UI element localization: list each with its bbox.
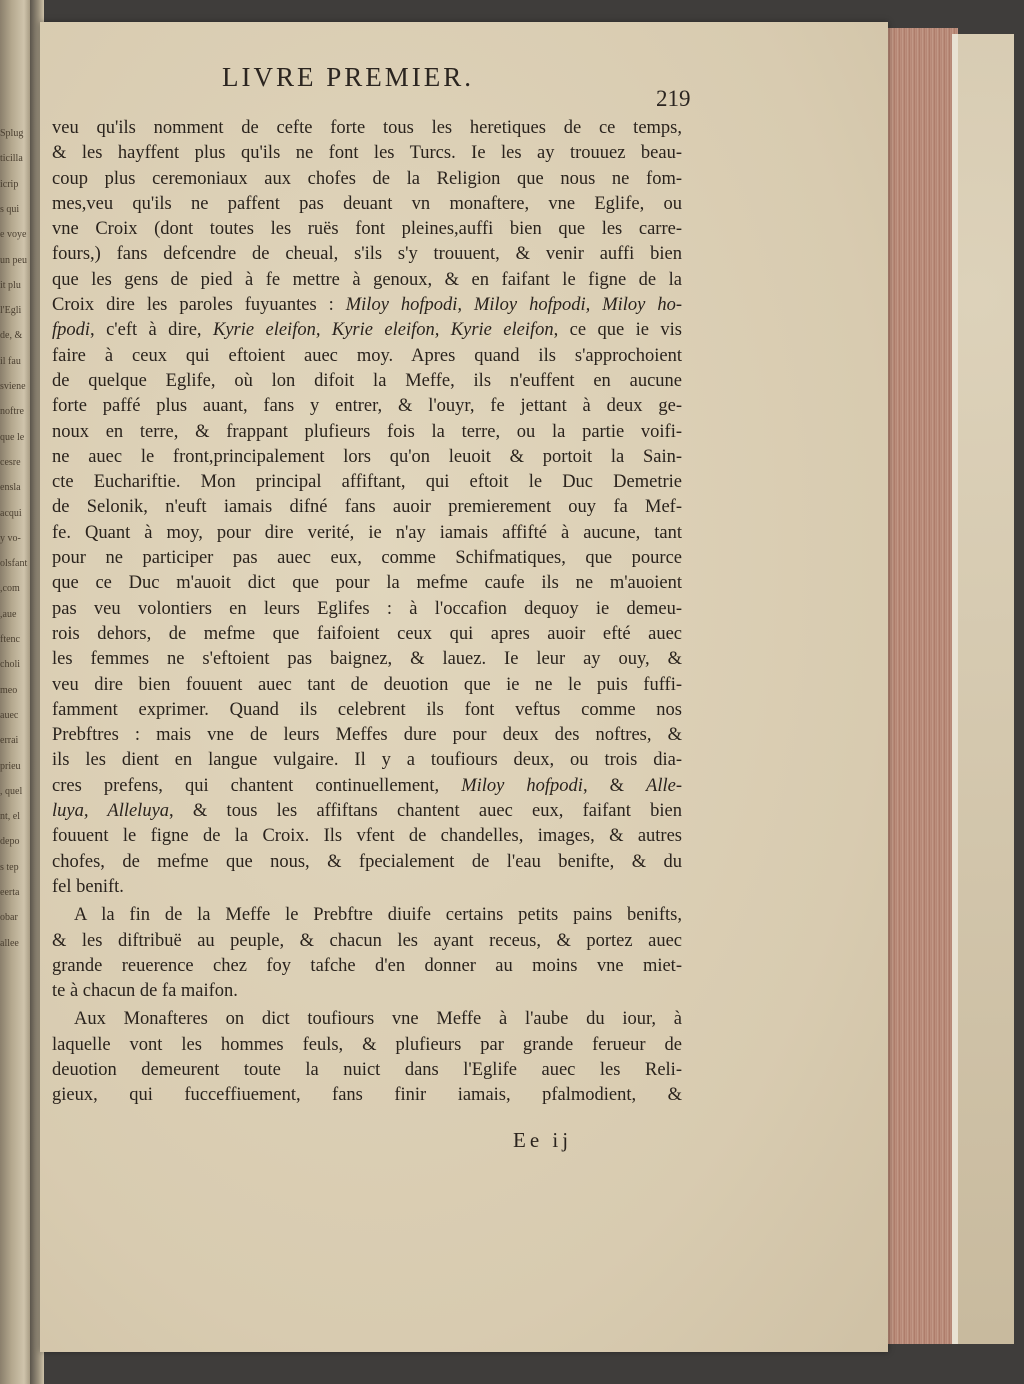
text-line: fel benift.	[52, 876, 124, 897]
book-cover-board	[952, 34, 1014, 1344]
text-segment: , & tous les affiftans chantent auec eux, faifant bien	[169, 801, 682, 822]
left-page-fragment: s qui	[0, 203, 20, 215]
text-line: fours,) fans defcendre de cheual, s'ils s'y trouuent, & venir auffi bien	[52, 244, 682, 265]
left-page-fragment: ftenc	[0, 634, 20, 645]
left-page-fragment: ticilla	[0, 153, 23, 165]
text-line: mes,veu qu'ils ne paffent pas deuant vn monaftere, vne Eglife, ou	[52, 193, 682, 214]
text-segment: , ce que ie vis	[553, 320, 682, 341]
text-line: Prebftres : mais vne de leurs Meffes dure pour deux des noftres, &	[52, 725, 682, 746]
italic-phrase: luya, Alleluya	[52, 801, 170, 822]
left-page-fragment: errai	[0, 735, 19, 747]
left-page-fragment: il fau	[0, 355, 21, 367]
running-header: LIVRE PREMIER.	[222, 62, 475, 92]
text-line: cte Euchariftie. Mon principal affiftant, qui eftoit le Duc Demetrie	[52, 472, 682, 493]
left-page-fragment: auec	[0, 709, 19, 721]
text-line: & les diftribuë au peuple, & chacun les ayant receus, & portez auec	[52, 930, 682, 951]
italic-phrase: Miloy hofpodi	[461, 775, 583, 796]
left-page-fragment: allee	[0, 937, 19, 949]
text-segment: , &	[582, 775, 647, 796]
left-page-fragment: prieu	[0, 760, 21, 772]
text-segment: cres prefens, qui chantent continuellement,	[52, 775, 462, 796]
left-page-fragment: que le	[0, 431, 25, 443]
text-line: forte paffé plus auant, fans y entrer, & l'ouyr, fe jettant à deux ge-	[52, 396, 682, 417]
text-line: pour ne participer pas auec eux, comme Schifmatiques, que pource	[52, 548, 682, 569]
left-page-fragment: un peu	[0, 254, 27, 266]
text-segment: , c'eft à dire,	[90, 320, 213, 341]
text-line: de Selonik, n'euft iamais difné fans auoir premierement ouy fa Mef-	[52, 497, 682, 518]
left-page-fragment: meo	[0, 684, 18, 696]
left-page-fragment: e voye	[0, 229, 27, 241]
left-page-fragment: ensla	[0, 482, 21, 494]
text-line: Aux Monafteres on dict toufiours vne Meffe à l'aube du iour, à	[74, 1009, 682, 1030]
left-page-fragment: Splug	[0, 128, 24, 139]
left-page-fragment: acqui	[0, 507, 22, 519]
italic-phrase: fpodi	[52, 320, 91, 341]
italic-phrase: Alle-	[646, 775, 682, 796]
text-line: les femmes ne s'eftoient pas baignez, & lauez. Ie leur ay ouy, &	[52, 649, 682, 670]
text-line: famment exprimer. Quand ils celebrent ils font veftus comme nos	[52, 699, 682, 720]
left-page-fragment: icrip	[0, 178, 19, 190]
text-line: gieux, qui fucceffiuement, fans finir iamais, pfalmodient, &	[52, 1085, 682, 1106]
page-body-text	[52, 116, 682, 1109]
text-line: vne Croix (dont toutes les ruës font pleines,auffi bien que les carre-	[52, 219, 682, 240]
text-line: chofes, de mefme que nous, & fpecialement de l'eau benifte, & du	[52, 851, 682, 872]
text-line	[52, 774, 682, 799]
text-line: laquelle vont les hommes feuls, & plufieurs par grande ferueur de	[52, 1034, 682, 1055]
left-page-fragment: de, &	[0, 330, 23, 342]
signature-mark: Ee ij	[513, 1128, 573, 1152]
text-line: te à chacun de fa maifon.	[52, 981, 238, 1002]
book-fore-edge	[886, 28, 958, 1344]
text-line: de quelque Eglife, où lon difoit la Meffe, ils n'euffent en aucune	[52, 370, 682, 391]
left-page-fragment: sviene	[0, 381, 26, 392]
text-line: fouuent le figne de la Croix. Ils vfent de chandelles, images, & autres	[52, 826, 682, 847]
text-line: veu dire bien fouuent auec tant de deuotion que ie ne le puis fuffi-	[52, 674, 682, 695]
text-line: que ce Duc m'auoit dict que pour la mefme caufe ils ne m'auoient	[52, 573, 682, 594]
text-line: ils les dient en langue vulgaire. Il y a toufiours deux, ou trois dia-	[52, 750, 682, 771]
text-line: deuotion demeurent toute la nuict dans l'Eglife auec les Reli-	[52, 1059, 682, 1080]
text-line: fe. Quant à moy, pour dire verité, ie n'ay iamais affifté à aucune, tant	[52, 522, 682, 543]
left-page-fragment: noftre	[0, 406, 24, 418]
text-line	[52, 318, 682, 343]
left-page-fragment: cesre	[0, 456, 21, 468]
italic-phrase: Miloy hofpodi, Miloy hofpodi, Miloy ho-	[345, 295, 683, 316]
left-page-fragment: ,aue	[0, 608, 17, 620]
italic-phrase: Kyrie eleifon, Kyrie eleifon, Kyrie eleifon	[212, 320, 554, 341]
text-line: ne auec le front,principalement lors qu'on leuoit & portoit la Sain-	[52, 446, 682, 467]
left-page-fragment: obar	[0, 912, 18, 924]
page-number: 219	[656, 86, 691, 111]
text-line: faire à ceux qui eftoient auec moy. Apres quand ils s'approchoient	[52, 345, 682, 366]
left-page-fragment: eerta	[0, 887, 20, 898]
left-page-fragment: l'Egli	[0, 305, 22, 317]
text-line: pas veu volontiers en leurs Eglifes : à l'occafion dequoy ie demeu-	[52, 598, 682, 619]
text-line: grande reuerence chez foy tafche d'en donner au moins vne miet-	[52, 955, 682, 976]
text-segment: Croix dire les paroles fuyuantes :	[52, 295, 334, 316]
left-page-fragment: , quel	[0, 785, 23, 797]
text-line: veu qu'ils nomment de cefte forte tous les heretiques de ce temps,	[52, 118, 682, 138]
left-page-fragment: nt, el	[0, 811, 20, 823]
left-page-fragment: depo	[0, 836, 20, 848]
text-line	[52, 799, 682, 824]
left-page-fragment: s tep	[0, 861, 19, 873]
left-page-fragment: y vo-	[0, 532, 21, 544]
left-page-fragment: it plu	[0, 279, 21, 291]
left-page-fragment: choli	[0, 659, 20, 671]
text-line: noux en terre, & frappant plufieurs fois la terre, ou la partie voifi-	[52, 421, 682, 442]
left-page-fragment: ,com	[0, 583, 20, 595]
text-line: A la fin de la Meffe le Prebftre diuife certains petits pains benifts,	[74, 905, 682, 926]
text-line: que les gens de pied à fe mettre à genoux, & en faifant le figne de la	[52, 269, 682, 290]
text-line: & les hayffent plus qu'ils ne font les Turcs. Ie les ay trouuez beau-	[52, 143, 682, 164]
text-line: rois dehors, de mefme que faifoient ceux qui apres auoir efté auec	[52, 623, 682, 644]
text-line: coup plus ceremoniaux aux chofes de la Religion que nous ne fom-	[52, 168, 682, 189]
text-line	[52, 293, 682, 318]
left-page-fragment: olsfant	[0, 558, 28, 570]
